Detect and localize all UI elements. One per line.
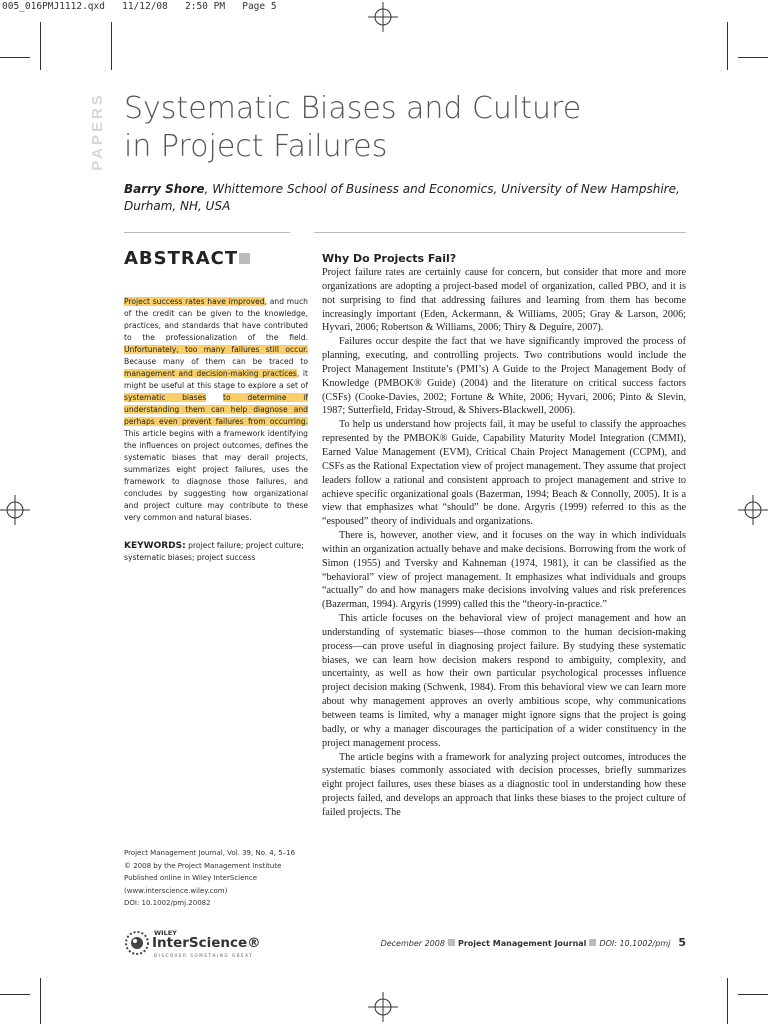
- divider-left: [124, 232, 290, 233]
- abstract-highlight: management and decision-making practices: [124, 369, 297, 378]
- wiley-interscience-logo: [124, 928, 284, 962]
- abstract-text: [124, 296, 308, 524]
- pub-info-line: (www.interscience.wiley.com): [124, 886, 228, 895]
- crop-mark-bottom-left: [40, 978, 41, 1024]
- divider-right: [314, 232, 686, 233]
- crop-mark-left-top: [0, 57, 30, 58]
- publication-info: [124, 847, 308, 910]
- trim-line-vertical: [111, 22, 112, 70]
- crop-mark-right-top: [738, 57, 768, 58]
- logo-tagline: DISCOVER SOMETHING GREAT: [154, 953, 254, 958]
- crop-mark-bottom-right: [727, 978, 728, 1024]
- registration-mark-top: [368, 2, 398, 32]
- wiley-globe-icon: [124, 930, 150, 956]
- page-footer: [380, 936, 686, 949]
- keywords-label: KEYWORDS:: [124, 541, 186, 551]
- crop-mark-left-bottom: [0, 994, 30, 995]
- abstract-highlight: Project success rates have improved: [124, 297, 265, 306]
- registration-mark-right: [738, 495, 768, 525]
- crop-mark-right-bottom: [738, 994, 768, 995]
- abstract-heading: ABSTRACT: [124, 248, 239, 269]
- abstract-highlight: to determine if understanding them can help diagnose and perhaps even prevent failures from occurring.: [124, 393, 309, 426]
- abstract-highlight: systematic biases: [124, 393, 207, 402]
- footer-journal: Project Management Journal: [457, 939, 587, 948]
- title-line-1: Systematic Biases and Culture: [124, 91, 582, 126]
- abstract-span: , and much of the credit can be given to the knowledge, practices, and standards that have contributed to the professionalization of the field.: [124, 297, 308, 342]
- footer-square-icon: [589, 939, 596, 946]
- footer-square-icon: [448, 939, 455, 946]
- registration-mark-left: [0, 495, 30, 525]
- crop-mark-top-right: [727, 22, 728, 70]
- keywords-text: project failure; project culture; systematic biases; project success: [124, 541, 304, 562]
- abstract-span: This article begins with a framework identifying the influences on project outcomes, defines the systematic biases that may derail projects, summarizes eight project failures, uses the framework to diagnose those failures, and concludes by suggesting how organizational and project culture may contribute to these very common and natural biases.: [124, 429, 308, 522]
- page-number: 5: [678, 936, 686, 949]
- section-label-text: PAPERS: [88, 92, 106, 171]
- pub-info-line: Published online in Wiley InterScience: [124, 874, 258, 882]
- footer-doi: DOI: 10.1002/pmj: [599, 939, 671, 948]
- section-heading: Why Do Projects Fail?: [322, 252, 457, 265]
- pub-info-line: Project Management Journal, Vol. 39, No. 4, 5–16: [124, 849, 296, 857]
- title-line-2: in Project Failures: [124, 129, 388, 164]
- pub-info-line: DOI: 10.1002/pmj.20082: [124, 899, 211, 907]
- abstract-square-icon: [239, 253, 250, 264]
- abstract-span: [206, 393, 223, 402]
- body-paragraph: This article focuses on the behavioral view of project management and how an understanding of systematic biases—those common to the human decision-making process—can prove useful in diagnosing project failure. By studying these systematic biases, we can learn how decision makers respond to ambiguity, complexity, and uncertainty, as well as how their own particular psychological processes influence project decision making (Schwenk, 1984). From this behavioral view we can learn more about why management approves an overly ambitious scope, why communications between teams is limited, why a manager might ignore signs that the project is going badly, or why a manager discourages the participation of a wider constituency in the project management process.: [322, 613, 686, 749]
- body-paragraph: To help us understand how projects fail, it may be useful to classify the approaches represented by the PMBOK® Guide, Capability Maturity Model Integration (CMMI), Earned Value Management (EVM), Critical Chain Project Management (CCPM), and CSFs as the Rational Expectation view of project management. They assume that project leaders follow a rational and consistent approach to project management and strive to achieve specific organizational goals (Bazerman, 1994; Beach & Connolly, 2005). It is a view that emphasizes what “should” be done. Argyris (1999) referred to this as the “espoused” theory of individuals and organizations.: [322, 419, 686, 528]
- abstract-span: , it might be useful at this stage to explore a set of: [124, 369, 309, 390]
- body-paragraph: Failures occur despite the fact that we have significantly improved the process of planning, executing, and controlling projects. Two contributions would include the Project Management Institute’s (PMI’s) A Guide to the Project Management Body of Knowledge (PMBOK® Guide) (2004) and the literature on critical success factors (CSFs) (Cooke-Davies, 2002; Fortune & White, 2006; Hyvari, 2006; Pinto & Slevin, 1987; Sutterfield, Friday-Stroud, & Shivers-Blackwell, 2006).: [322, 336, 686, 417]
- author-affiliation: , Whittemore School of Business and Economics, University of New Hampshire,: [204, 182, 680, 196]
- registration-mark-bottom: [368, 992, 398, 1022]
- abstract-span: Because many of them can be traced to: [124, 357, 308, 366]
- abstract-highlight: Unfortunately, too many failures still occur.: [124, 345, 308, 354]
- article-title: [124, 90, 684, 166]
- body-paragraph: There is, however, another view, and it focuses on the way in which individuals within an organization actually behave and make decisions. Borrowing from the work of Simon (1955) and Tversky and Kahneman (1974, 1981), it can be classified as the “behavioral” view of project management. It emphasizes what individuals and groups “actually” do and how managers make decisions involving values and risk preferences (Bazerman, 1994). Argyris (1999) called this the “theory-in-practice.”: [322, 530, 686, 611]
- crop-mark-top-left: [40, 22, 41, 70]
- author-line: [124, 181, 724, 215]
- keywords: [124, 540, 308, 564]
- section-label: [86, 92, 108, 175]
- author-name: Barry Shore: [124, 182, 205, 196]
- printer-slug: 005_016PMJ1112.qxd 11/12/08 2:50 PM Page 5: [2, 1, 277, 12]
- body-paragraph: The article begins with a framework for analyzing project outcomes, introduces the systematic biases commonly associated with decision processes, briefly summarizes eight project failures, uses these biases as a diagnostic tool in understanding how these projects failed, and develops an approach that links these biases to the project culture of failed projects. The: [322, 751, 686, 818]
- logo-wiley-text: WILEY: [154, 929, 177, 937]
- pub-info-line: © 2008 by the Project Management Institute: [124, 861, 282, 870]
- author-location: Durham, NH, USA: [124, 199, 231, 213]
- body-text: [322, 266, 686, 820]
- logo-interscience-text: InterScience®: [152, 935, 261, 951]
- footer-date: December 2008: [380, 939, 445, 948]
- body-paragraph: Project failure rates are certainly cause for concern, but consider that more and more organizations are adopting a project-based model of organization, called PBO, and it is not surprising to find that addressing failures and learning from them has become increasingly important (Eden, Ackermann, & Williams, 2005; Gray & Larson, 2006; Hyvari, 2006; Robertson & Williams, 2006; Thiry & Deguire, 2007).: [322, 267, 686, 334]
